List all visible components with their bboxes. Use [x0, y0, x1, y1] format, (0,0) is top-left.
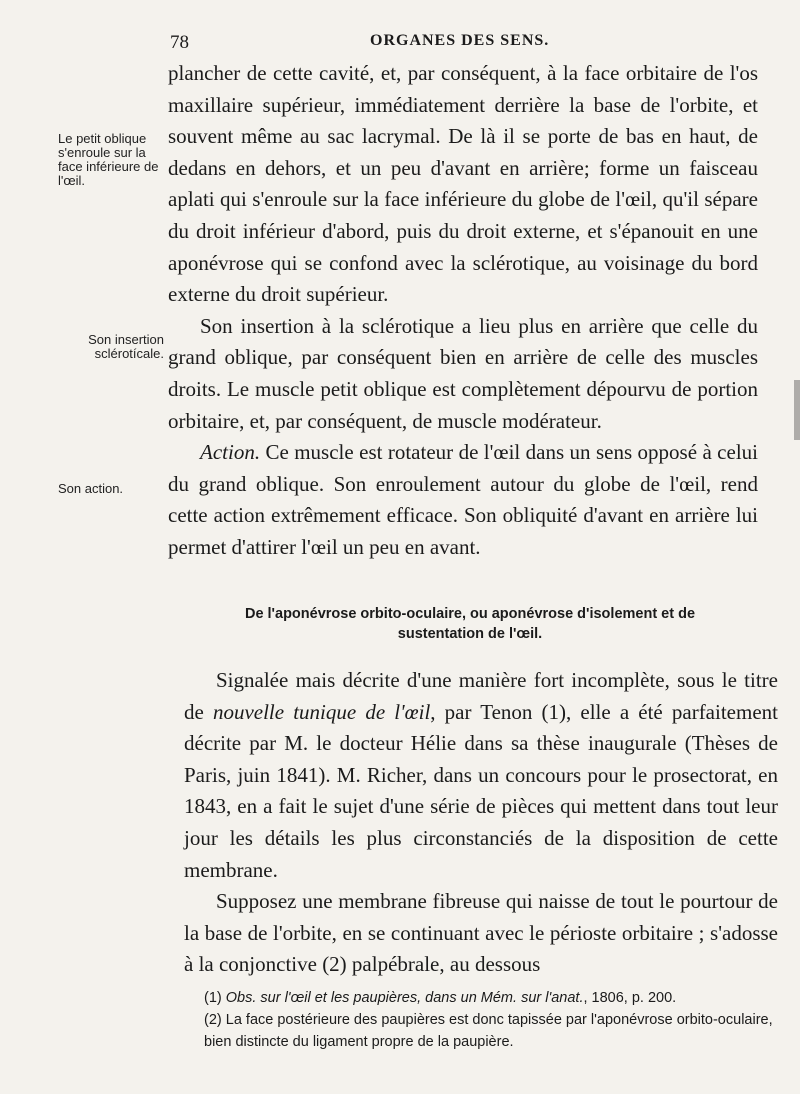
paragraph-4 — [184, 665, 778, 886]
paragraph-4-b: , par Tenon (1), elle a été parfaitement décrite par M. le docteur Hélie dans sa thèse inaugurale (Thèses de Paris, juin 1841). M. Richer, dans un concours pour le prosectorat, en 1843, en a fait le sujet d'une série de pièces qui mettent dans tout leur jour les détails les plus circonstanciés de la disposition de cette membrane. — [184, 699, 778, 882]
paragraph-1: plancher de cette cavité, et, par conséquent, à la face orbitaire de l'os maxillaire supérieur, immédiatement derrière la base de l'orbite, et souvent même au sac lacrymal. De là il se porte de bas en haut, de dedans en dehors, et un peu d'avant en arrière; forme un faisceau aplati qui s'enroule sur la face inférieure du globe de l'œil, qu'il sépare du droit inférieur d'abord, puis du droit externe, et s'épanouit en une aponévrose qui se confond avec la sclérotique, au voisinage du bord externe du droit supérieur. — [168, 61, 758, 307]
margin-note-insertion: Son insertion sclérotícale. — [88, 332, 164, 361]
footnote-1 — [204, 987, 780, 1009]
paragraph-2: Son insertion à la sclérotique a lieu plus en arrière que celle du grand oblique, par conséquent bien en arrière de celle des muscles droits. Le muscle petit oblique est complètement dépourvu de portion orbitaire, et, par conséquent, de muscle modérateur. — [168, 313, 758, 433]
main-text-block — [168, 58, 758, 564]
footnote-2 — [204, 1009, 780, 1053]
page-number: 78 — [170, 32, 189, 53]
paragraph-4-title: nouvelle tunique de l'œil — [212, 699, 431, 724]
paragraph-3-text: Ce muscle est rotateur de l'œil dans un sens opposé à celui du grand oblique. Son enroulement autour du globe de l'œil, rend cette action extrêmement efficace. Son obliquité d'avant en arrière lui permet d'attirer l'œil un peu en avant. — [168, 440, 758, 559]
footnote-1-rest: , 1806, p. 200. — [583, 990, 677, 1006]
margin-note-action: Son action. — [58, 481, 124, 496]
running-header — [0, 30, 800, 54]
paragraph-3 — [168, 437, 758, 563]
paragraph-4-a: Signalée mais décrite d'une manière fort incomplète, sous le titre de — [184, 668, 778, 724]
footnotes — [204, 987, 780, 1053]
action-lead: Action. — [200, 440, 261, 465]
scan-edge-shadow — [794, 380, 800, 440]
footnote-1-number: (1) — [204, 990, 222, 1006]
margin-note-petit-oblique: Le petit oblique s'enroule sur la face inférieure de l'œil. — [58, 131, 159, 188]
section-text-block — [184, 665, 778, 981]
running-title: ORGANES DES SENS. — [370, 32, 550, 49]
footnote-2-text: La face postérieure des paupières est donc tapissée par l'aponévrose orbito-oculaire, bien distincte du ligament propre de la paupière. — [204, 1012, 773, 1050]
section-heading: De l'aponévrose orbito-oculaire, ou aponévrose d'isolement et de sustentation de l'œil. — [244, 606, 696, 642]
paragraph-5: Supposez une membrane fibreuse qui naisse de tout le pourtour de la base de l'orbite, en se continuant avec le périoste orbitaire ; s'adosse à la conjonctive (2) palpébrale, au dessous — [184, 889, 778, 977]
footnote-1-title: Obs. sur l'œil et les paupières, dans un Mém. sur l'anat. — [225, 990, 584, 1006]
footnote-2-number: (2) — [204, 1012, 222, 1028]
